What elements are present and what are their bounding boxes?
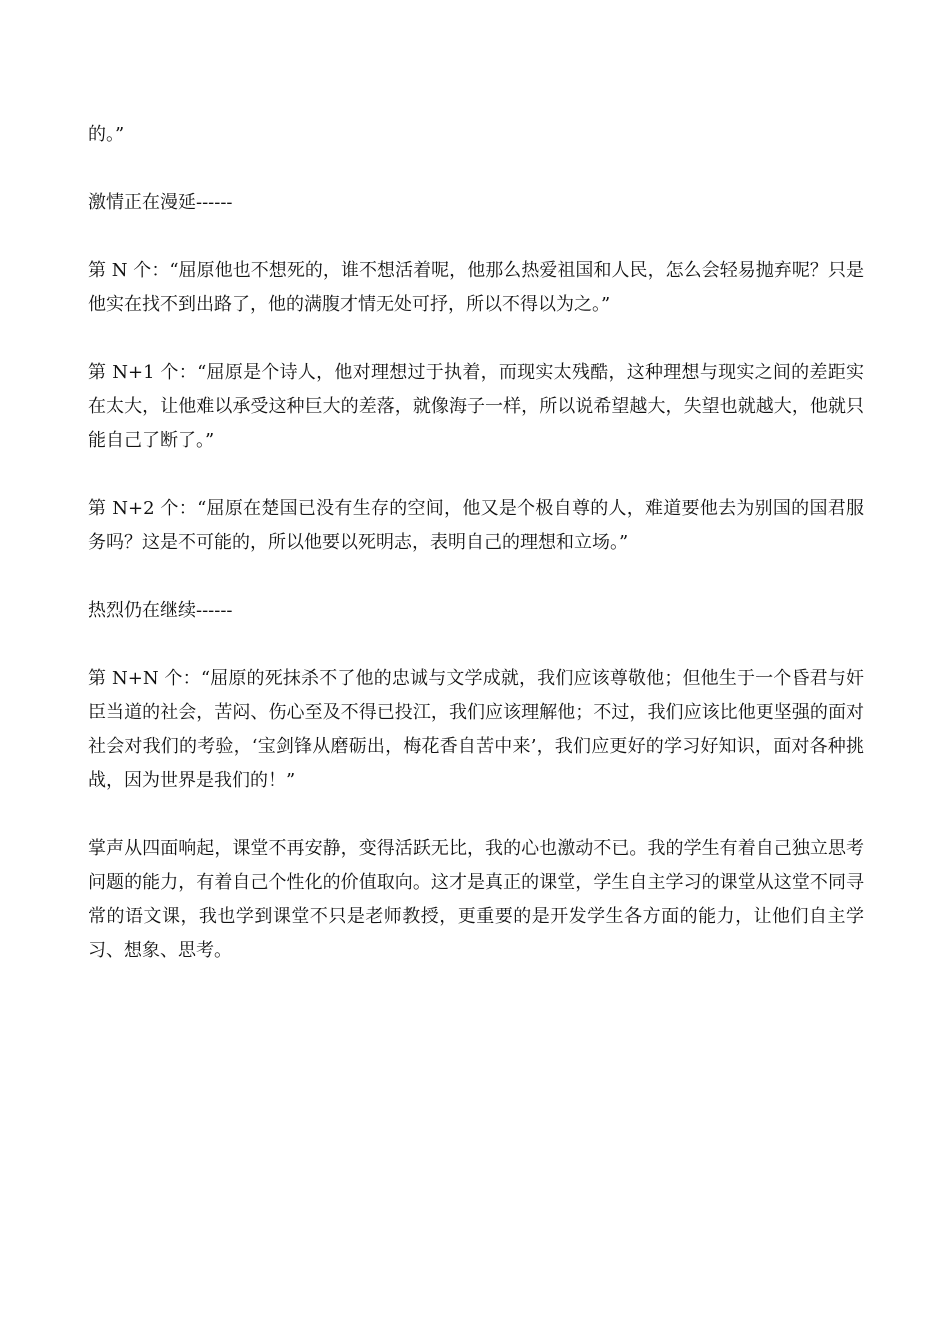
- paragraph-conclusion: 掌声从四面响起，课堂不再安静，变得活跃无比，我的心也激动不已。我的学生有着自己独立思考问题的能力，有着自己个性化的价值取向。这才是真正的课堂，学生自主学习的课堂从这堂不同寻常的语文课，我也学到课堂不只是老师教授，更重要的是开发学生各方面的能力，让他们自主学习、想象、思考。: [88, 838, 864, 961]
- paragraph-student-n-plus-n: 第 N+N 个：“屈原的死抹杀不了他的忠诚与文学成就，我们应该尊敬他；但他生于一个昏君与奸臣当道的社会，苦闷、伤心至及不得已投江，我们应该理解他；不过，我们应该比他更坚强的面对社会对我们的考验，‘宝剑锋从磨砺出，梅花香自苦中来’，我们应更好的学习好知识，面对各种挑战，因为世界是我们的！”: [88, 668, 864, 791]
- paragraph-student-n-plus-1: 第 N+1 个：“屈原是个诗人，他对理想过于执着，而现实太残酷，这种理想与现实之间的差距实在太大，让他难以承受这种巨大的差落，就像海子一样，所以说希望越大，失望也就越大，他就只能自己了断了。”: [88, 362, 864, 451]
- section-heading-passion: 激情正在漫延------: [88, 192, 233, 213]
- section-heading-enthusiasm: 热烈仍在继续------: [88, 600, 233, 621]
- paragraph-continuation: 的。”: [88, 124, 125, 145]
- document-body: [88, 118, 864, 1002]
- paragraph-student-n: 第 N 个：“屈原他也不想死的，谁不想活着呢，他那么热爱祖国和人民，怎么会轻易抛弃呢？只是他实在找不到出路了，他的满腹才情无处可抒，所以不得以为之。”: [88, 260, 864, 315]
- paragraph-student-n-plus-2: 第 N+2 个：“屈原在楚国已没有生存的空间，他又是个极自尊的人，难道要他去为别国的国君服务吗？这是不可能的，所以他要以死明志，表明自己的理想和立场。”: [88, 498, 864, 553]
